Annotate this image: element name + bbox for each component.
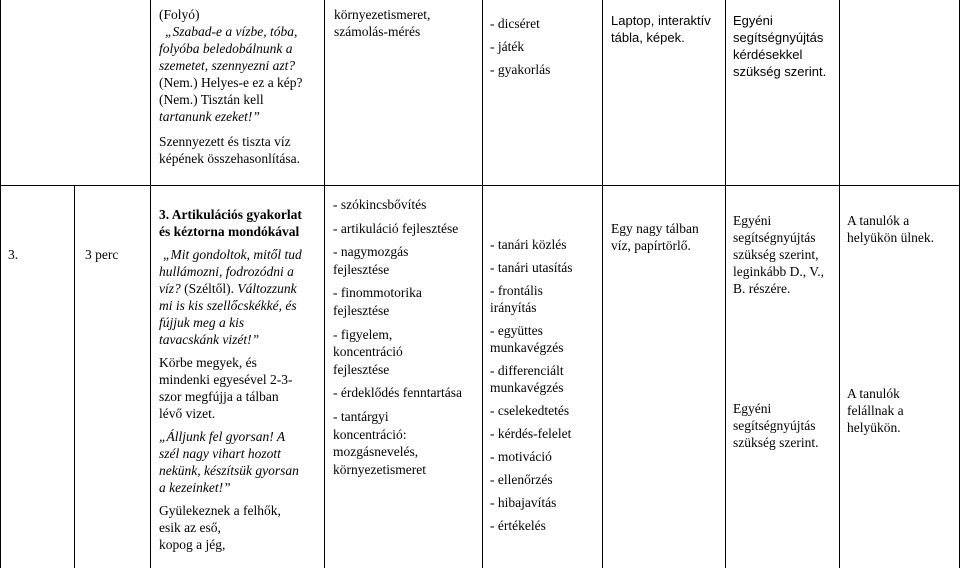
text-line: tartanunk ezeket!” <box>159 109 260 124</box>
row-divider <box>0 185 960 186</box>
activity-title: 3. Artikulációs gyakorlat <box>159 207 302 222</box>
text-line: - értékelés <box>490 518 546 533</box>
text-line: helyükön ülnek. <box>847 230 934 245</box>
text-line: - dicséret <box>490 16 540 31</box>
text-line: esik az eső, <box>159 520 221 535</box>
text-line: segítségnyújtás <box>733 30 824 45</box>
subject-cell-top <box>334 6 480 40</box>
text-line: fejlesztése <box>333 261 390 277</box>
text-line: kopog a jég, <box>159 537 226 552</box>
text-line: szükség szerint. <box>733 64 827 79</box>
text-line: - finommotorika <box>333 285 422 301</box>
text-line: szükség szerint. <box>733 435 819 450</box>
text-line: irányítás <box>490 300 537 315</box>
text-line: kérdésekkel <box>733 47 803 62</box>
text-line: (Nem.) Tisztán kell <box>159 92 264 107</box>
text-line: A tanulók a <box>847 213 910 228</box>
text-line: munkavégzés <box>490 340 564 355</box>
text-line: „Mit gondoltok, mitől tud <box>163 247 302 262</box>
text-line: környezetismeret <box>333 461 426 477</box>
table-border-left <box>0 0 1 568</box>
text-line: helyükön. <box>847 420 901 435</box>
text-line: Laptop, interaktív <box>611 13 711 28</box>
text-line: - differenciált <box>490 363 564 378</box>
tools-cell-row3 <box>611 220 723 254</box>
text-line: segítségnyújtás <box>733 230 816 245</box>
text-line: hullámozni, fodrozódni a <box>159 264 294 279</box>
text-line: munkavégzés <box>490 380 564 395</box>
text-line: fejlesztése <box>333 302 390 318</box>
text-line: - frontális <box>490 283 543 298</box>
text-line: Körbe megyek, és <box>159 355 257 370</box>
text-line: fejlesztése <box>333 361 390 377</box>
text-line: nekünk, készítsük gyorsan <box>159 463 299 478</box>
text-line: - tanári utasítás <box>490 260 573 275</box>
text-line: Egyéni <box>733 13 773 28</box>
text-line: segítségnyújtás <box>733 418 816 433</box>
text-line: szemetet, szennyezni azt? <box>159 58 296 73</box>
text-line: környezetismeret, <box>334 7 431 22</box>
col-divider <box>324 0 325 568</box>
content-cell-row3 <box>159 206 323 553</box>
differentiation-cell-row3 <box>733 212 837 297</box>
text-line: fújjuk meg a kis <box>159 315 245 330</box>
content-cell-top <box>159 6 321 167</box>
text-line: - hibajavítás <box>490 495 557 510</box>
text-line: koncentráció: <box>333 426 407 442</box>
text-line: Egyéni <box>733 213 772 228</box>
text-line: - tanári közlés <box>490 237 567 252</box>
text-line: - cselekedtetés <box>490 403 570 418</box>
text-line: - gyakorlás <box>490 62 551 77</box>
goals-cell-row3 <box>333 196 481 478</box>
text-line: Gyülekeznek a felhők, <box>159 503 281 518</box>
text-line: „Szabad-e a vízbe, tóba, <box>165 24 298 39</box>
text-line: tábla, képek. <box>611 30 685 45</box>
organization-cell-row3 <box>847 212 957 246</box>
text-line: - ellenőrzés <box>490 472 553 487</box>
col-divider <box>150 0 151 568</box>
col-divider <box>482 0 483 568</box>
text-line: Egy nagy tálban <box>611 221 699 236</box>
row-duration: 3 perc <box>85 247 119 262</box>
text-line: B. részére. <box>733 281 791 296</box>
text-line: Szennyezett és tiszta víz <box>159 134 291 149</box>
differentiation-cell-row3-b <box>733 400 837 451</box>
text-line: „Álljunk fel gyorsan! A <box>159 429 286 444</box>
text-line: - játék <box>490 39 525 54</box>
col-divider <box>725 0 726 568</box>
text-line: - szókincsbővítés <box>333 197 427 212</box>
text-line: - motiváció <box>490 449 552 464</box>
text-line: tavacskánk vizét!” <box>159 332 260 347</box>
text-line: - tantárgyi <box>333 408 389 424</box>
text-line: - együttes <box>490 323 543 338</box>
text-line: - figyelem, <box>333 326 393 342</box>
activity-title: és kéztorna mondókával <box>159 224 300 239</box>
text-line: felállnak a <box>847 403 904 418</box>
text-line: szél nagy vihart hozott <box>159 446 281 461</box>
text-line: a kezeinket!” <box>159 480 231 495</box>
text-line: folyóba beledobálnunk a <box>159 41 293 56</box>
col-divider <box>74 185 75 568</box>
text-line: mozgásnevelés, <box>333 444 419 460</box>
text-line: víz? <box>159 281 185 296</box>
text-line: koncentráció <box>333 344 403 360</box>
text-line: - érdeklődés fenntartása <box>333 385 462 401</box>
text-line <box>159 74 321 91</box>
text-line: képének összehasonlítása. <box>159 151 300 166</box>
text-line: mindenki egyesével 2-3- <box>159 372 293 387</box>
text-line: Változzunk <box>237 281 297 296</box>
methods-cell-top <box>490 12 600 81</box>
differentiation-cell-top <box>733 12 837 80</box>
text-line: lévő vizet. <box>159 406 216 421</box>
text-line: szükség szerint, <box>733 247 819 262</box>
col-divider <box>839 0 840 568</box>
text-line: - kérdés-felelet <box>490 426 572 441</box>
col-divider <box>602 0 603 568</box>
tools-cell-top <box>611 12 723 46</box>
text-line: A tanulók <box>847 386 900 401</box>
text-line: mi is kis szellőcskékké, és <box>159 298 297 313</box>
text-line: leginkább D., V., <box>733 264 824 279</box>
text-line: Egyéni <box>733 401 772 416</box>
text-line <box>159 280 323 297</box>
row-number: 3. <box>8 247 19 262</box>
text-line: szor megfújja a tálban <box>159 389 279 404</box>
text-line: (Folyó) <box>159 7 200 22</box>
methods-cell-row3 <box>490 236 600 534</box>
text-line: víz, papírtörlő. <box>611 238 691 253</box>
organization-cell-row3-b <box>847 385 957 436</box>
text-line: (Széltől). <box>184 281 238 296</box>
text-line: - nagymozgás <box>333 244 409 260</box>
text-line: (Nem.) Helyes-e ez a kép? <box>159 75 303 90</box>
text-line: számolás-mérés <box>334 24 421 39</box>
text-line: - artikuláció fejlesztése <box>333 220 459 236</box>
